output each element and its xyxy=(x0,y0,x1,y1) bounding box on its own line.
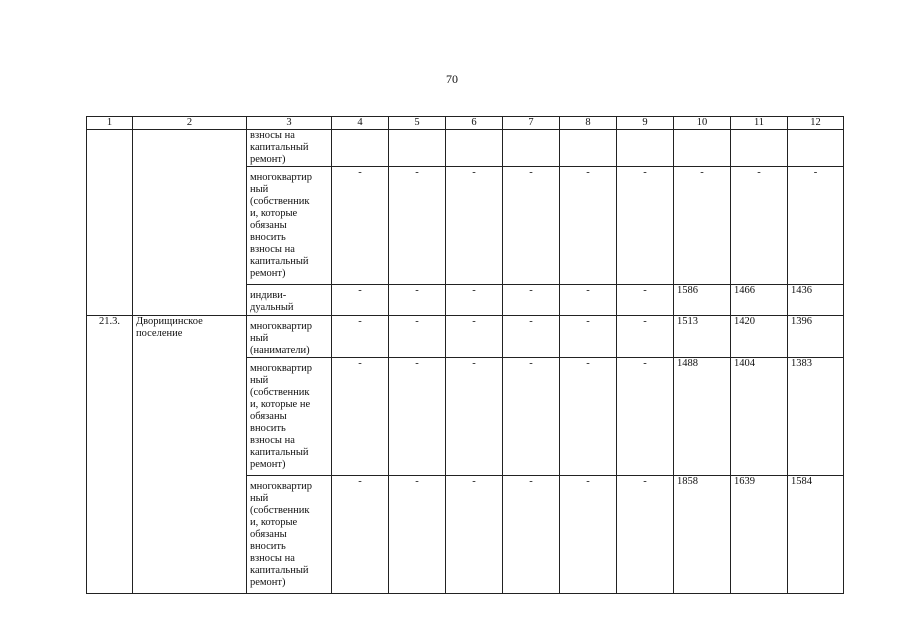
value-cell-col-11: - xyxy=(731,167,788,285)
table-row xyxy=(87,130,844,167)
value-cell-col-9: - xyxy=(617,358,674,476)
value-cell-col-6: - xyxy=(446,358,503,476)
housing-type-line: вносить xyxy=(250,541,286,552)
column-header-9: 9 xyxy=(617,117,674,130)
value-cell-col-12: 1584 xyxy=(788,476,844,594)
value-cell-col-10: - xyxy=(674,167,731,285)
column-header-7: 7 xyxy=(503,117,560,130)
value-cell-col-9: - xyxy=(617,167,674,285)
housing-type-line: взносы на xyxy=(250,130,295,141)
housing-type-line: взносы на xyxy=(250,435,295,446)
housing-type-line: обязаны xyxy=(250,529,287,540)
housing-type-line: ремонт) xyxy=(250,154,286,165)
column-header-2: 2 xyxy=(133,117,247,130)
column-header-12: 12 xyxy=(788,117,844,130)
housing-type-line: вносить xyxy=(250,423,286,434)
value-cell-col-6: - xyxy=(446,316,503,358)
value-cell-col-4: - xyxy=(332,476,389,594)
value-cell-col-5 xyxy=(389,130,446,167)
value-cell-col-8: - xyxy=(560,358,617,476)
value-cell-col-7: - xyxy=(503,167,560,285)
housing-type-line: (собственник xyxy=(250,505,310,516)
value-cell-col-7: - xyxy=(503,358,560,476)
value-cell-col-10 xyxy=(674,130,731,167)
value-cell-col-6 xyxy=(446,130,503,167)
value-cell-col-9: - xyxy=(617,476,674,594)
value-cell-col-10: 1488 xyxy=(674,358,731,476)
value-cell-col-7: - xyxy=(503,285,560,316)
value-cell-col-6: - xyxy=(446,476,503,594)
value-cell-col-5: - xyxy=(389,167,446,285)
value-cell-col-4: - xyxy=(332,358,389,476)
housing-type-line: капитальный xyxy=(250,447,309,458)
housing-type-cell xyxy=(247,476,332,594)
housing-type-line: многоквартир xyxy=(250,172,312,183)
housing-type-line: (собственник xyxy=(250,196,310,207)
housing-type-line: и, которые xyxy=(250,517,298,528)
table-body xyxy=(87,130,844,594)
housing-type-line: индиви- xyxy=(250,290,287,301)
value-cell-col-4 xyxy=(332,130,389,167)
value-cell-col-8: - xyxy=(560,316,617,358)
header-row xyxy=(87,117,844,130)
column-header-6: 6 xyxy=(446,117,503,130)
value-cell-col-11: 1420 xyxy=(731,316,788,358)
column-header-3: 3 xyxy=(247,117,332,130)
value-cell-col-7 xyxy=(503,130,560,167)
housing-type-line: (наниматели) xyxy=(250,345,310,356)
housing-type-line: многоквартир xyxy=(250,321,312,332)
value-cell-col-7: - xyxy=(503,316,560,358)
housing-type-line: ремонт) xyxy=(250,577,286,588)
value-cell-col-8: - xyxy=(560,285,617,316)
value-cell-col-5: - xyxy=(389,476,446,594)
column-header-1: 1 xyxy=(87,117,133,130)
housing-type-cell xyxy=(247,130,332,167)
housing-type-line: ный xyxy=(250,184,269,195)
value-cell-col-8: - xyxy=(560,167,617,285)
housing-type-line: взносы на xyxy=(250,553,295,564)
column-header-5: 5 xyxy=(389,117,446,130)
value-cell-col-12 xyxy=(788,130,844,167)
value-cell-col-8: - xyxy=(560,476,617,594)
housing-type-line: капитальный xyxy=(250,256,309,267)
value-cell-col-5: - xyxy=(389,285,446,316)
value-cell-col-10: 1513 xyxy=(674,316,731,358)
housing-type-line: (собственник xyxy=(250,387,310,398)
housing-type-line: многоквартир xyxy=(250,363,312,374)
housing-type-line: капитальный xyxy=(250,565,309,576)
value-cell-col-5: - xyxy=(389,316,446,358)
value-cell-col-6: - xyxy=(446,167,503,285)
housing-type-cell xyxy=(247,167,332,285)
housing-type-line: ный xyxy=(250,333,269,344)
housing-type-line: обязаны xyxy=(250,411,287,422)
settlement-name-cell xyxy=(133,130,247,316)
housing-type-line: и, которые не xyxy=(250,399,311,410)
housing-type-line: капитальный xyxy=(250,142,309,153)
housing-type-line: ремонт) xyxy=(250,268,286,279)
housing-type-line: обязаны xyxy=(250,220,287,231)
value-cell-col-10: 1858 xyxy=(674,476,731,594)
value-cell-col-9 xyxy=(617,130,674,167)
housing-type-line: многоквартир xyxy=(250,481,312,492)
housing-type-cell xyxy=(247,358,332,476)
housing-type-line: ный xyxy=(250,375,269,386)
housing-type-line: вносить xyxy=(250,232,286,243)
table-row xyxy=(87,316,844,358)
value-cell-col-11: 1639 xyxy=(731,476,788,594)
value-cell-col-12: 1396 xyxy=(788,316,844,358)
value-cell-col-9: - xyxy=(617,316,674,358)
value-cell-col-4: - xyxy=(332,285,389,316)
value-cell-col-12: - xyxy=(788,167,844,285)
row-number-cell: 21.3. xyxy=(87,316,133,594)
tariff-table xyxy=(86,116,844,594)
column-header-8: 8 xyxy=(560,117,617,130)
value-cell-col-8 xyxy=(560,130,617,167)
value-cell-col-11: 1466 xyxy=(731,285,788,316)
housing-type-line: взносы на xyxy=(250,244,295,255)
housing-type-line: и, которые xyxy=(250,208,298,219)
value-cell-col-4: - xyxy=(332,316,389,358)
housing-type-cell xyxy=(247,316,332,358)
value-cell-col-7: - xyxy=(503,476,560,594)
housing-type-cell xyxy=(247,285,332,316)
page-number: 70 xyxy=(446,72,458,86)
column-header-10: 10 xyxy=(674,117,731,130)
value-cell-col-12: 1383 xyxy=(788,358,844,476)
value-cell-col-4: - xyxy=(332,167,389,285)
housing-type-line: дуальный xyxy=(250,302,294,313)
value-cell-col-12: 1436 xyxy=(788,285,844,316)
value-cell-col-11: 1404 xyxy=(731,358,788,476)
settlement-name-cell: Дворищинское поселение xyxy=(133,316,247,594)
housing-type-line: ный xyxy=(250,493,269,504)
value-cell-col-5: - xyxy=(389,358,446,476)
value-cell-col-9: - xyxy=(617,285,674,316)
column-header-4: 4 xyxy=(332,117,389,130)
row-number-cell xyxy=(87,130,133,316)
value-cell-col-6: - xyxy=(446,285,503,316)
value-cell-col-10: 1586 xyxy=(674,285,731,316)
value-cell-col-11 xyxy=(731,130,788,167)
column-header-11: 11 xyxy=(731,117,788,130)
housing-type-line: ремонт) xyxy=(250,459,286,470)
